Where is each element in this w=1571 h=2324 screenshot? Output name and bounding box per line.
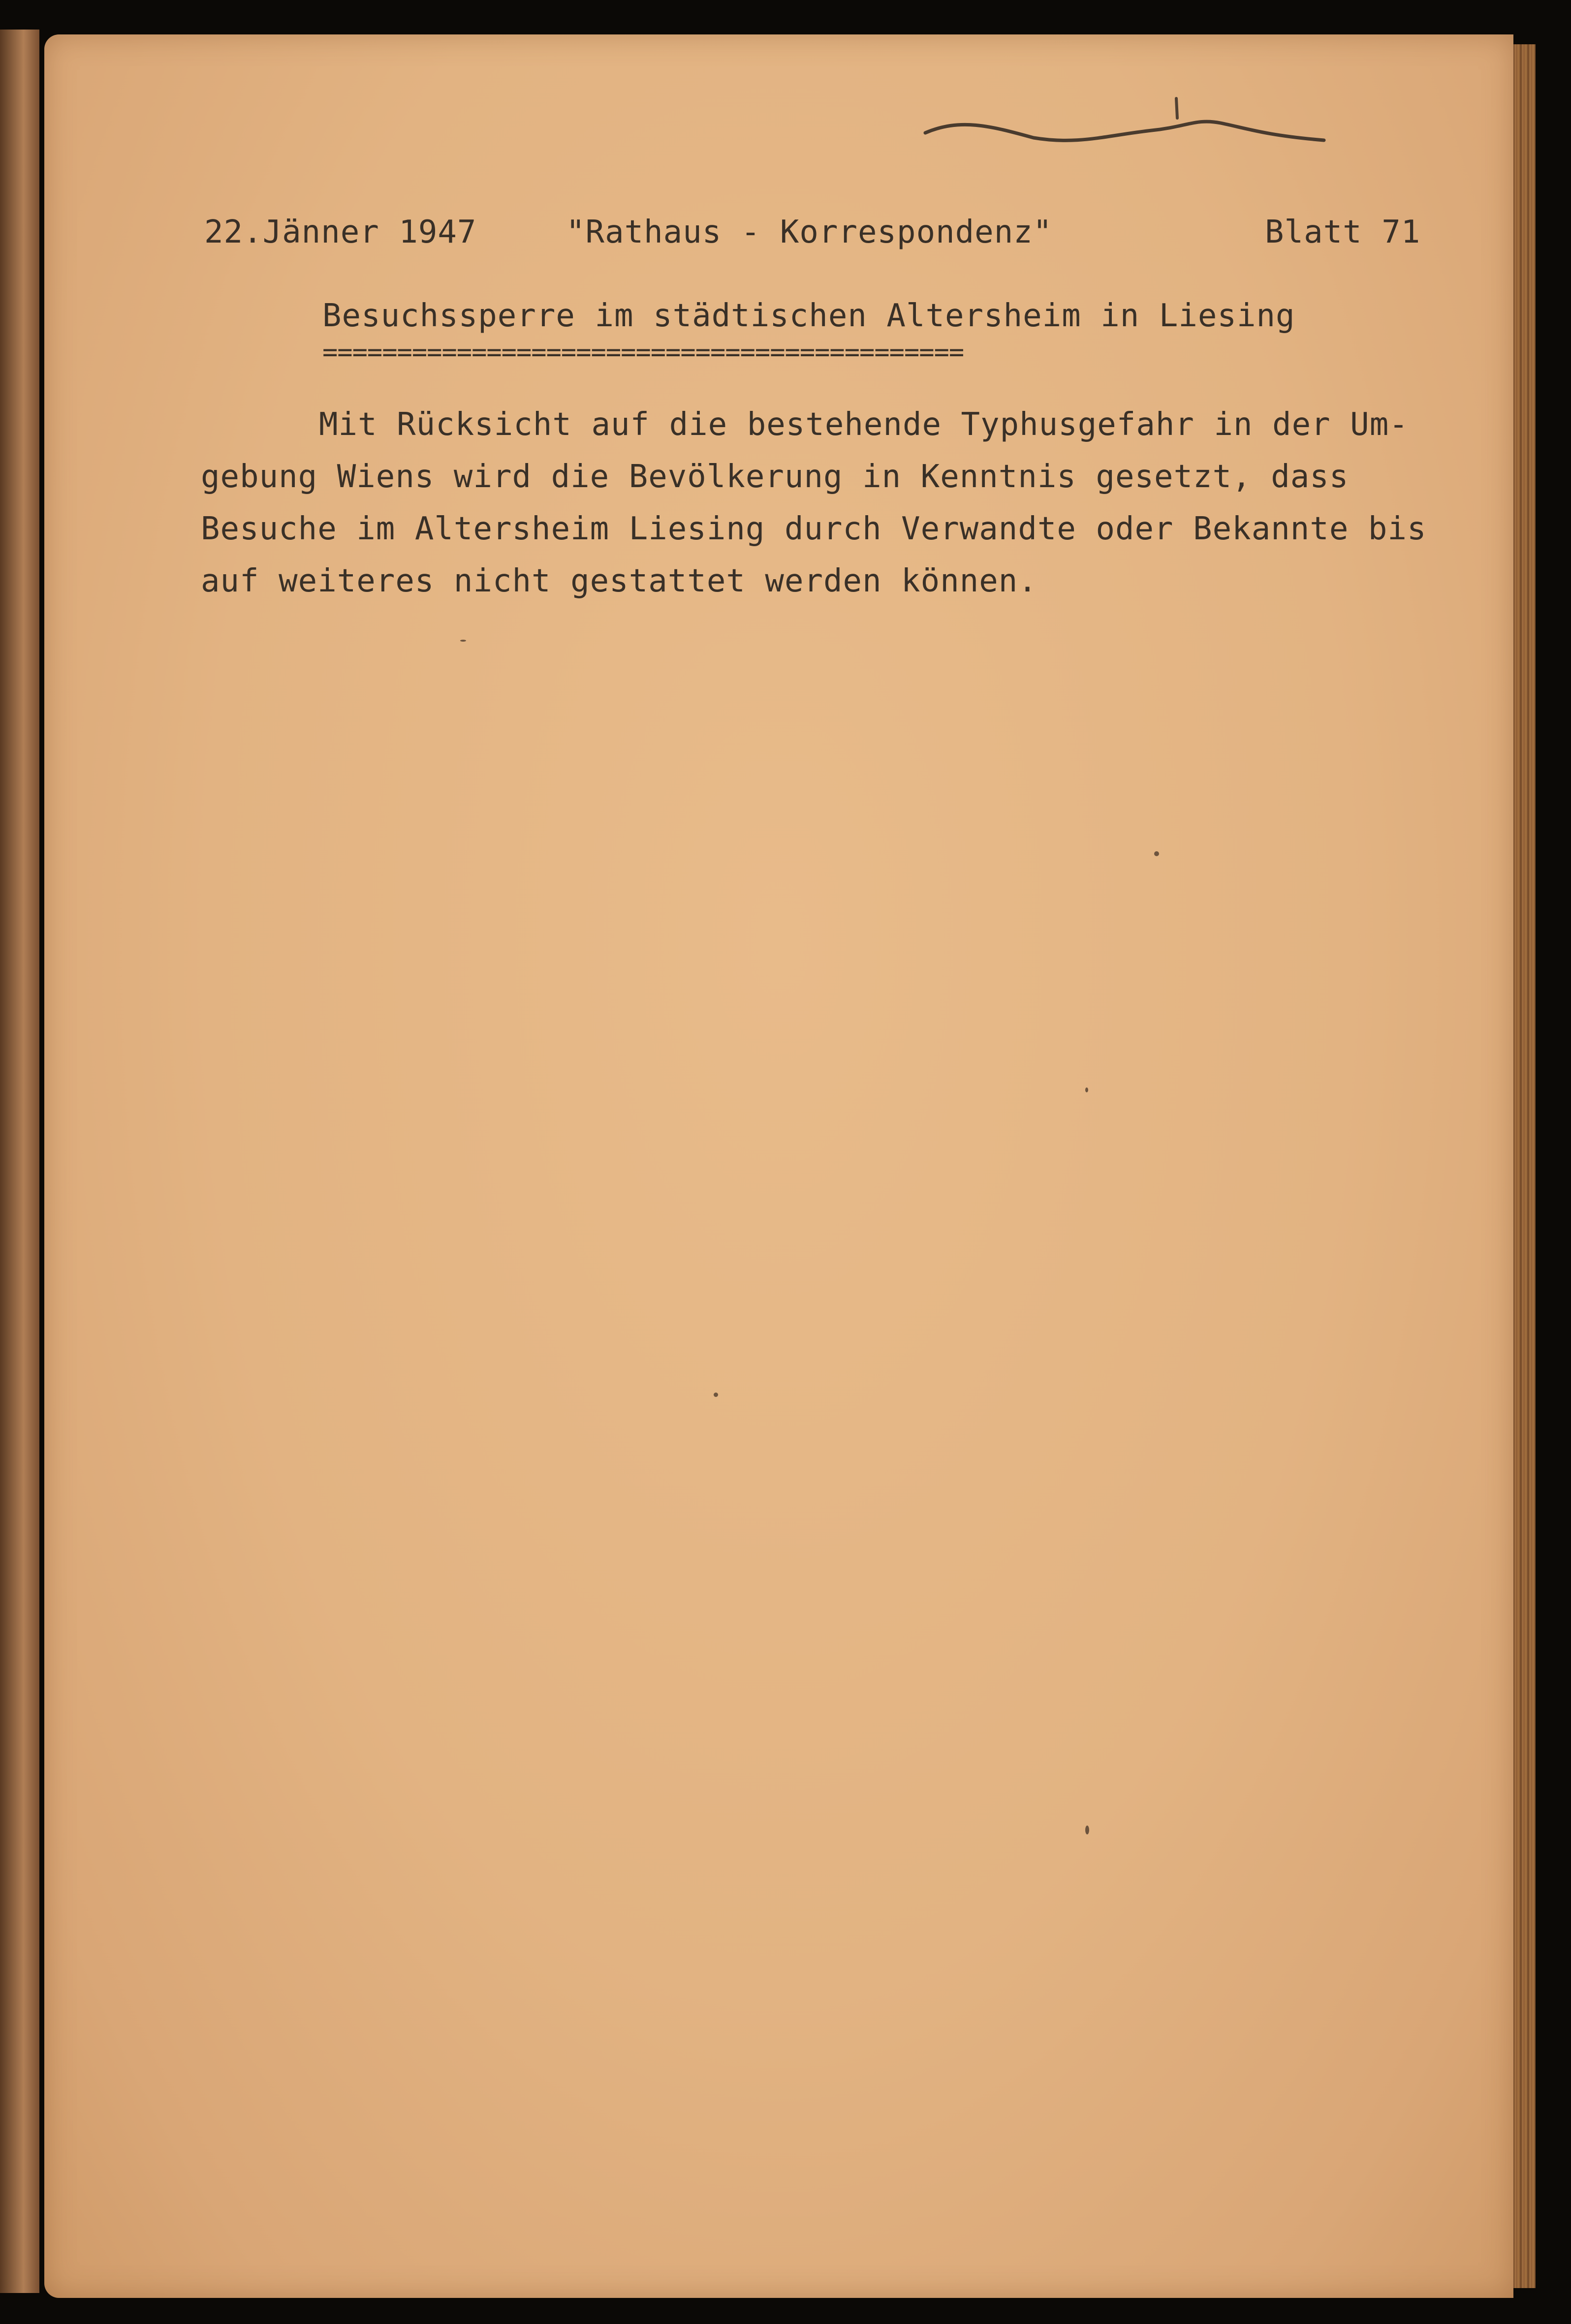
header-date: 22.Jänner 1947 — [204, 214, 477, 250]
article-body — [201, 399, 1480, 607]
pen-stroke-mark — [920, 89, 1329, 157]
header-source: "Rathaus - Korrespondenz" — [566, 214, 1053, 250]
article-title: Besuchssperre im städtischen Altersheim in Liesing — [322, 298, 1295, 334]
paper-speck — [1085, 1826, 1089, 1834]
paper-sheet — [44, 34, 1513, 2298]
body-line: Besuche im Altersheim Liesing durch Verwandte oder Bekannte bis — [201, 511, 1427, 547]
body-line: gebung Wiens wird die Bevölkerung in Kenntnis gesetzt, dass — [201, 459, 1349, 495]
body-line: auf weiteres nicht gestattet werden können. — [201, 563, 1037, 599]
paper-speck — [1154, 851, 1159, 856]
header-sheet-number: Blatt 71 — [1265, 214, 1421, 250]
paper-speck — [714, 1393, 718, 1397]
paper-speck — [1085, 1087, 1088, 1092]
left-facing-page-edge — [0, 30, 39, 2293]
title-underline: =========================================== — [322, 340, 964, 365]
body-line: Mit Rücksicht auf die bestehende Typhusgefahr in der Um- — [319, 406, 1409, 443]
paper-speck — [460, 640, 466, 642]
